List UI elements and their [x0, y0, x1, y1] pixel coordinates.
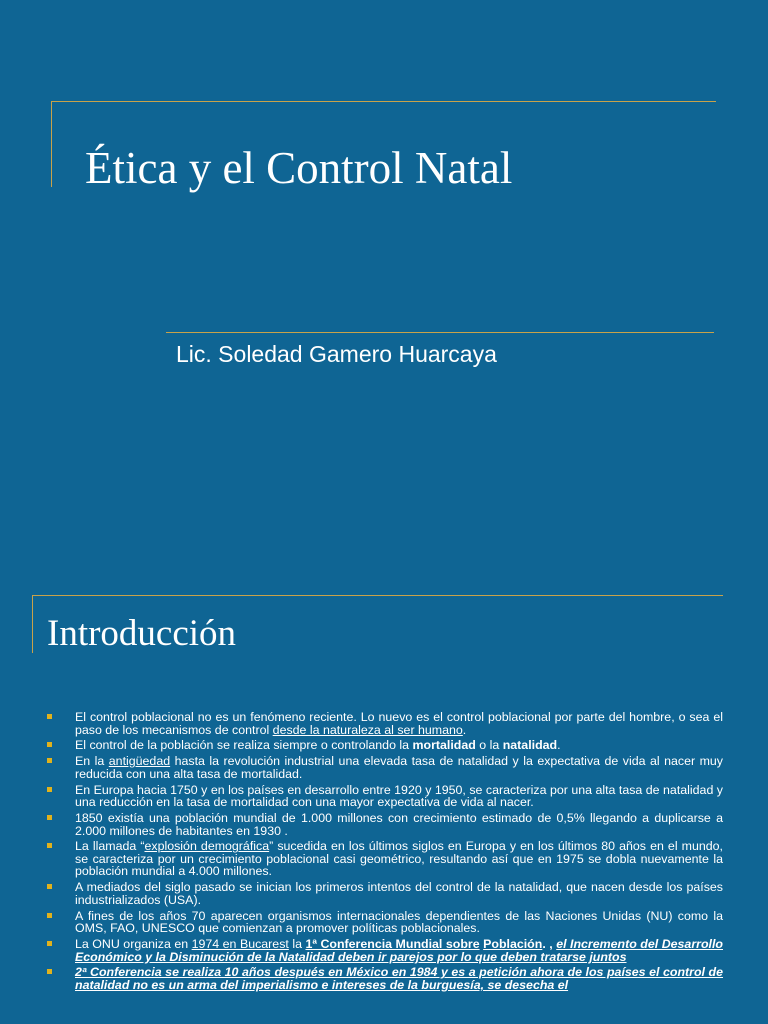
bullet-text: . ,	[542, 937, 557, 951]
bullet-square-icon	[47, 913, 52, 918]
bullet-text: antigüedad	[108, 754, 171, 769]
bullet-item	[47, 938, 723, 963]
title-left-rule	[51, 101, 52, 187]
bullet-square-icon	[47, 758, 52, 763]
bullet-text: A fines de los años 70 aparecen organismos internacionales dependientes de las Naciones Unidas (NU) como la OMS, FAO, UNESCO que comienzan a promover políticas poblacionales.	[75, 908, 723, 936]
bullet-text: .	[557, 738, 561, 753]
bullet-text: hasta la revolución industrial una elevada tasa de natalidad y la expectativa de vida al nacer muy reducida con una alta tasa de mortalidad.	[75, 754, 724, 781]
bullet-square-icon	[47, 815, 52, 820]
bullet-text: explosión demográfica	[144, 839, 270, 854]
title-top-rule	[51, 101, 716, 102]
bullet-text: La ONU organiza en	[75, 937, 192, 951]
bullet-item	[47, 711, 723, 736]
bullet-item	[47, 881, 723, 906]
intro-left-rule	[32, 595, 33, 653]
bullet-text: natalidad	[502, 738, 558, 753]
bullet-text: 1850 existía una población mundial de 1.000 millones con crecimiento estimado de 0,5% llegando a duplicarse a 2.000 millones de habitantes en 1930 .	[75, 810, 723, 838]
bullet-text: El control de la población se realiza siempre o controlando la	[75, 738, 413, 753]
bullet-item	[47, 755, 723, 780]
bullet-text: 1974 en Bucarest	[191, 937, 289, 951]
bullet-item	[47, 812, 723, 837]
bullet-text: En la	[75, 754, 109, 769]
section-title: Introducción	[47, 613, 237, 654]
bullet-text: En Europa hacia 1750 y en los países en desarrollo entre 1920 y 1950, se caracteriza por una alta tasa de natalidad y una reducción en la tasa de mortalidad con una mayor expectativa de vida al nacer.	[75, 782, 723, 810]
bullet-text: La llamada “	[75, 839, 145, 854]
subtitle-rule	[166, 332, 714, 333]
bullet-square-icon	[47, 941, 52, 946]
bullet-text: o la	[475, 738, 503, 753]
bullet-square-icon	[47, 843, 52, 848]
bullet-text: Población	[483, 937, 543, 951]
bullet-square-icon	[47, 714, 52, 719]
bullet-text: mortalidad	[412, 738, 476, 753]
bullet-square-icon	[47, 787, 52, 792]
bullet-item	[47, 966, 723, 991]
slide-title: Ética y el Control Natal	[85, 143, 513, 193]
bullet-square-icon	[47, 969, 52, 974]
bullet-item	[47, 840, 723, 878]
bullet-item	[47, 739, 723, 752]
intro-top-rule	[32, 595, 723, 596]
bullet-text: 2ª Conferencia se realiza 10 años después en México en 1984 y es a petición ahora de los países el control de natalidad no es un arma del imperialismo e intereses de la burguesía, se desecha el	[75, 965, 723, 992]
bullet-text: desde la naturaleza al ser humano	[272, 722, 463, 737]
bullet-item	[47, 910, 723, 935]
bullet-square-icon	[47, 884, 52, 889]
bullet-text: la	[288, 937, 306, 951]
bullet-text: ” sucedida en los últimos siglos en Europa y en los últimos 80 años en el mundo, se caracteriza por un crecimiento poblacional casi geométrico, resultando así que en 1975 se dobla nuevamente la población mundial a 4.000 millones.	[75, 839, 723, 879]
bullet-item	[47, 784, 723, 809]
bullet-list	[47, 711, 723, 995]
bullet-square-icon	[47, 742, 52, 747]
slide-subtitle: Lic. Soledad Gamero Huarcaya	[176, 341, 497, 367]
bullet-text: A mediados del siglo pasado se inician los primeros intentos del control de la natalidad, que nacen desde los países industrializados (USA).	[75, 880, 723, 907]
bullet-text: el Incremento del Desarrollo Económico y la Disminución de la Natalidad deben ir parejos por lo que deben tratarse juntos	[75, 937, 723, 964]
bullet-text: El control poblacional no es un fenómeno reciente. Lo nuevo es el control poblacional por parte del hombre, o sea el paso de los mecanismos de control	[75, 710, 723, 737]
bullet-text: 1ª Conferencia Mundial sobre	[305, 937, 480, 951]
bullet-text: .	[462, 722, 467, 737]
